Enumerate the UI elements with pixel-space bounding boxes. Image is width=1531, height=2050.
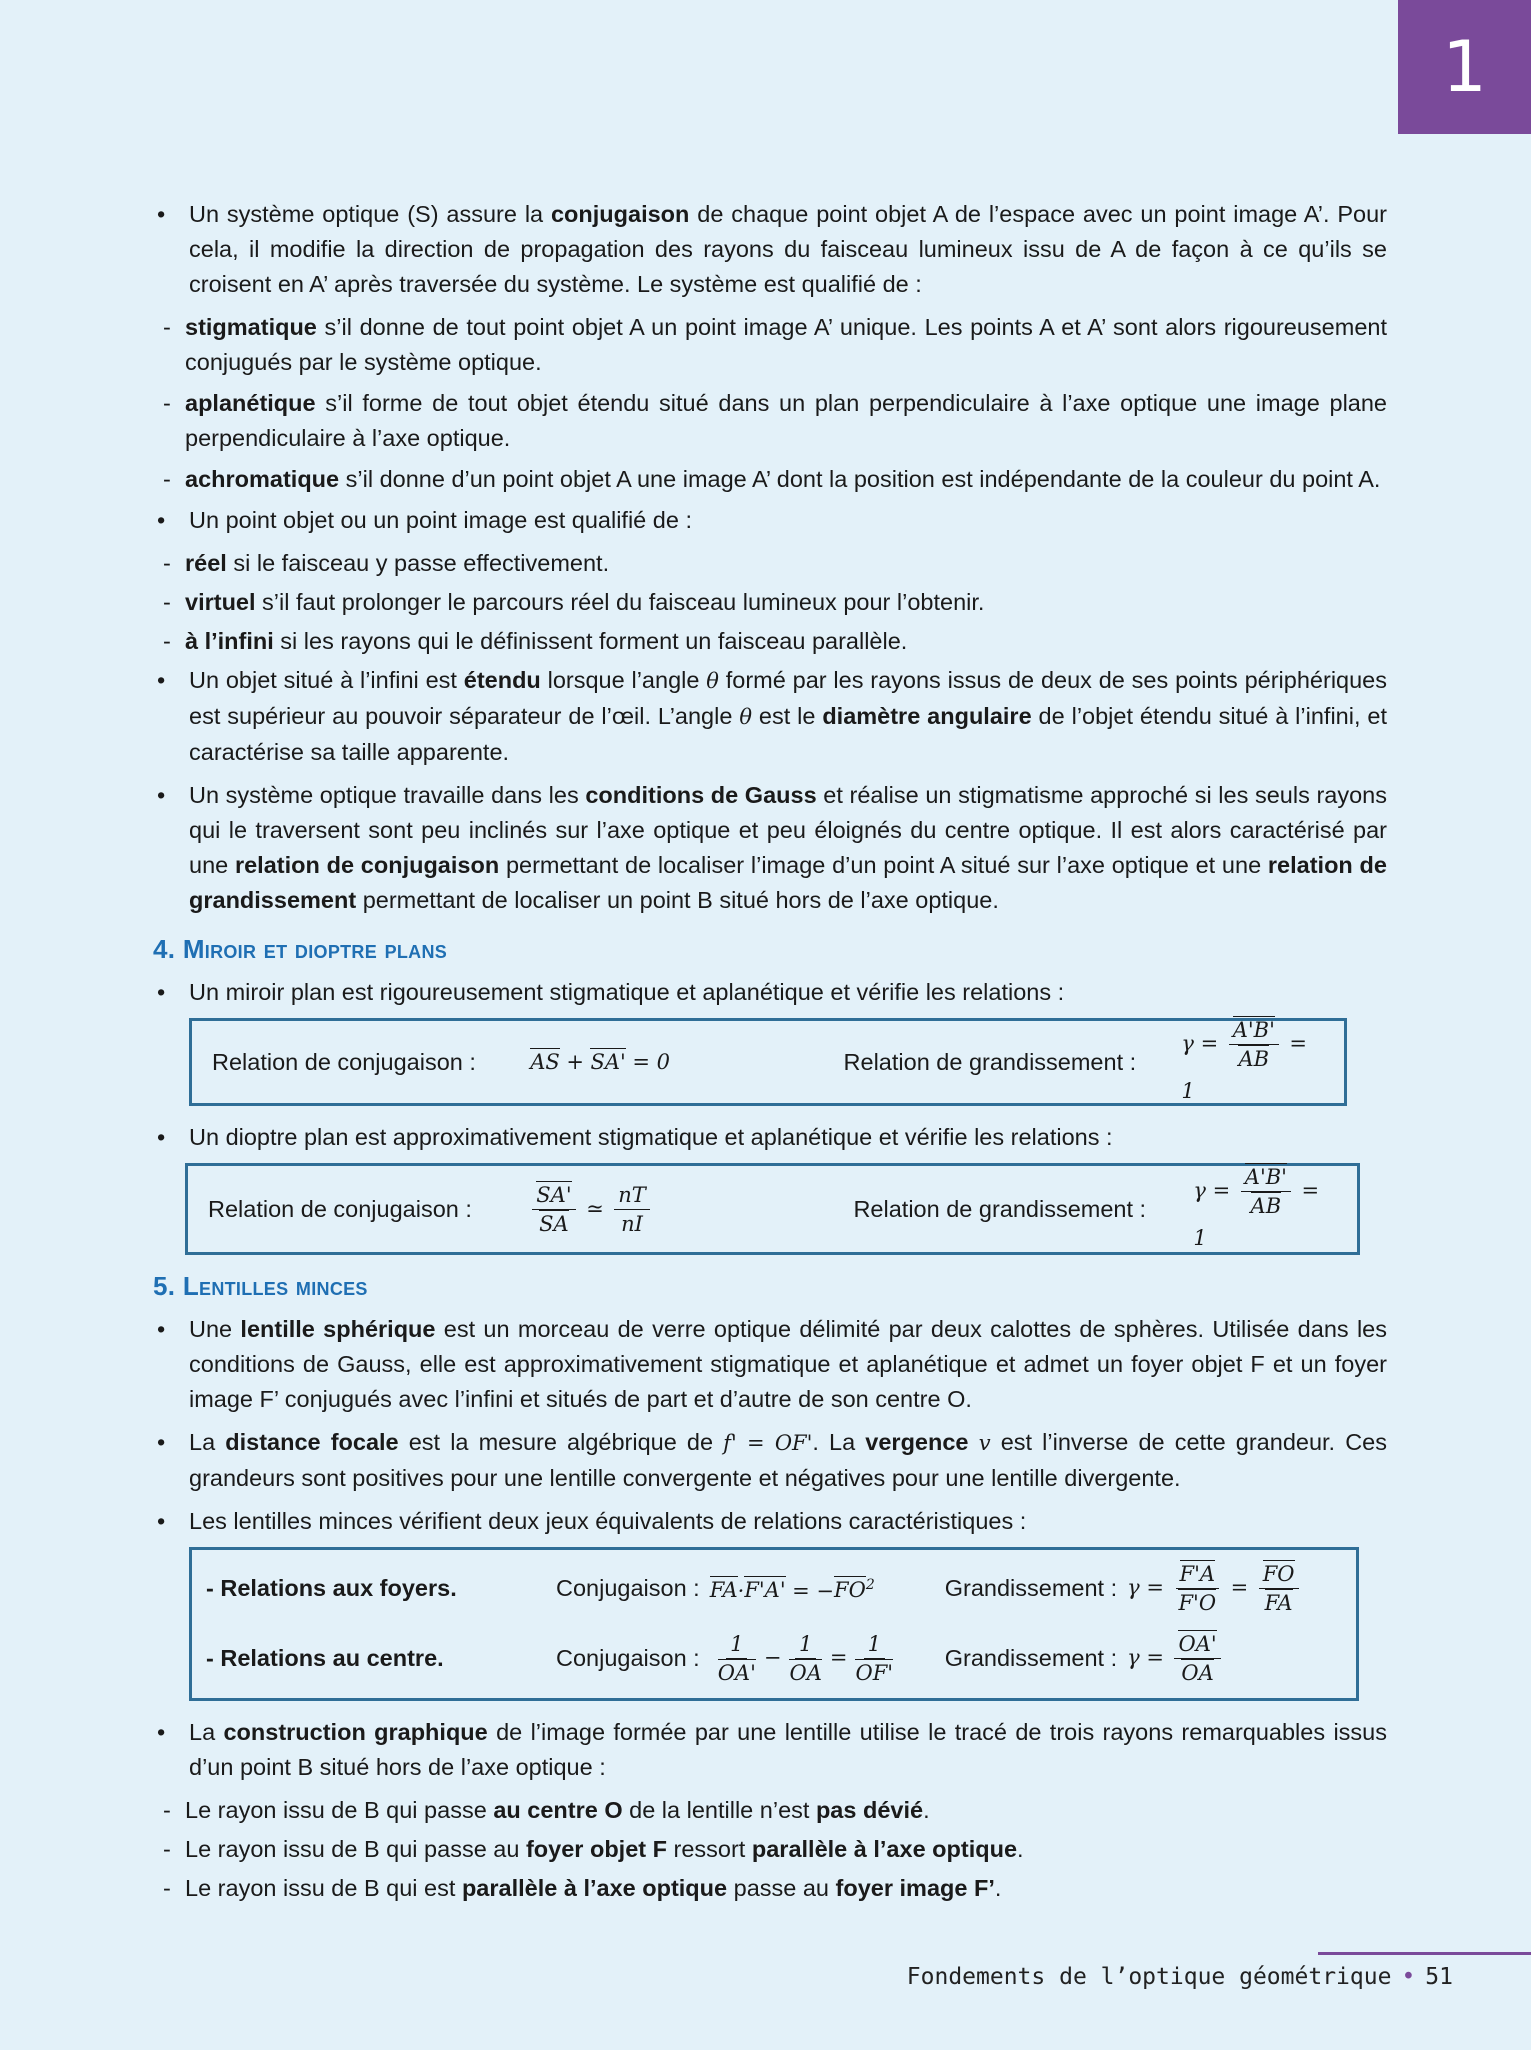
num: OA': [1178, 1631, 1217, 1656]
term: achromatique: [185, 466, 340, 492]
term: réel: [185, 550, 227, 576]
text: Le rayon issu de B qui passe au: [185, 1836, 526, 1862]
bullet-point-qualifie: [155, 503, 1387, 538]
term: lentille sphérique: [240, 1316, 436, 1342]
text: Un point objet ou un point image est qualifié de :: [189, 507, 692, 533]
op: = 0: [632, 1050, 670, 1074]
text: .: [1017, 1836, 1024, 1862]
den: AB: [1238, 1046, 1270, 1071]
text: de la lentille n’est: [622, 1797, 816, 1823]
sub-achromatique: [155, 462, 1387, 497]
term: foyer image F’: [835, 1875, 995, 1901]
conj-label: Relation de conjugaison :: [212, 1048, 476, 1075]
op: +: [566, 1050, 584, 1074]
op: ·: [737, 1578, 745, 1603]
text: s’il donne de tout point objet A un point image A’ unique. Les points A et A’ sont alors rigoureusement conjugués par le système optique.: [185, 314, 1387, 375]
mirror-conj-formula: [530, 1044, 843, 1080]
text: est un morceau de verre optique délimité par deux calottes de sphères. Utilisée dans les conditions de Gauss, elle est approximativement stigmatique et aplanétique et admet un foyer objet F et un foyer image F’ conjugués avec l’infini et situés de part et d’autre de son centre O.: [189, 1316, 1387, 1412]
den: OA: [789, 1660, 822, 1685]
text: Une: [189, 1316, 241, 1342]
sub-infini: [155, 624, 1387, 659]
op: =: [829, 1645, 848, 1670]
term: diamètre angulaire: [822, 703, 1032, 729]
text: passe au: [727, 1875, 836, 1901]
text: Un système optique travaille dans les: [189, 782, 586, 808]
op: = 1: [1193, 1178, 1320, 1250]
fraction: [1174, 1630, 1220, 1687]
centre-grand-formula: [1127, 1630, 1225, 1687]
fraction: [1174, 1560, 1220, 1617]
footer-rule: [1318, 1952, 1531, 1955]
text: permettant de localiser un point B situé hors de l’axe optique.: [356, 887, 999, 913]
centre-label: - Relations au centre.: [206, 1644, 444, 1671]
sub-rayon-parallele: [155, 1871, 1387, 1906]
centre-conj-formula: [710, 1630, 945, 1687]
text: est le: [751, 703, 823, 729]
fraction: [1259, 1560, 1299, 1617]
exponent: 2: [865, 1576, 875, 1593]
text: .: [994, 1875, 1002, 1901]
op: ≃: [586, 1196, 604, 1221]
term: FO: [834, 1578, 866, 1603]
op: γ =: [1193, 1178, 1231, 1203]
bullet-distance-focale: [155, 1425, 1387, 1496]
term: vergence: [865, 1429, 969, 1455]
den: OA': [717, 1660, 756, 1685]
text: Le rayon issu de B qui passe: [185, 1797, 494, 1823]
focal-formula: f' = OF': [723, 1431, 813, 1455]
op: γ =: [1127, 1645, 1164, 1670]
text: Un système optique (S) assure la: [189, 201, 551, 227]
fraction: [1229, 1016, 1279, 1073]
term: foyer objet F: [525, 1836, 667, 1862]
text: et réalise un stigmatisme approché si les seuls rayons qui le traversent sont peu inclinés sur l’axe optique et peu éloignés du centre optique. Il est alors caractérisé par une: [189, 782, 1387, 878]
op: −: [763, 1645, 782, 1670]
text: s’il donne d’un point objet A une image A’ dont la position est indépendante de la couleur du point A.: [339, 466, 1381, 492]
bullet-lentille-spherique: [155, 1312, 1387, 1417]
term: relation de grandissement: [189, 852, 1387, 913]
dioptre-formula-box: [185, 1163, 1360, 1255]
num: A'B': [1232, 1017, 1275, 1042]
op: γ =: [1181, 1031, 1219, 1056]
theta-symbol: θ: [739, 705, 752, 729]
dioptre-conj-formula: [528, 1181, 853, 1238]
bullet-dioptre: [155, 1120, 1387, 1155]
op: = 1: [1181, 1031, 1307, 1103]
num: 1: [864, 1630, 885, 1659]
term: étendu: [463, 667, 541, 693]
num: SA': [536, 1182, 572, 1207]
sub-rayon-centre: [155, 1793, 1387, 1828]
op: =: [1230, 1575, 1249, 1600]
text: Le rayon issu de B qui est: [185, 1875, 462, 1901]
term: stigmatique: [185, 314, 317, 340]
op: γ =: [1127, 1575, 1164, 1600]
num: nT: [614, 1181, 650, 1210]
text: .: [923, 1797, 930, 1823]
text: est l’inverse de cette grandeur. Ces grandeurs sont positives pour une lentille convergente et négatives pour une lentille divergente.: [189, 1429, 1387, 1491]
term: parallèle à l’axe optique: [751, 1836, 1018, 1862]
term: F'A': [744, 1578, 786, 1603]
bullet-conjugaison: [155, 197, 1387, 302]
term: parallèle à l’axe optique: [461, 1875, 728, 1901]
term: distance focale: [225, 1429, 399, 1455]
mirror-formula-box: [189, 1018, 1347, 1106]
section-4-heading: [153, 932, 1387, 967]
foyers-grand-formula: [1127, 1560, 1302, 1617]
text: s’il forme de tout objet étendu situé dans un plan perpendiculaire à l’axe optique une image plane perpendiculaire à l’axe optique.: [185, 390, 1387, 451]
foyers-label: - Relations aux foyers.: [206, 1574, 457, 1601]
text: est la mesure algébrique de: [398, 1429, 724, 1455]
sub-virtuel: [155, 585, 1387, 620]
sub-stigmatique: [155, 310, 1387, 380]
den: AB: [1250, 1193, 1282, 1218]
foyers-conj-formula: [710, 1568, 945, 1609]
section-title: Miroir et dioptre plans: [182, 934, 448, 964]
text: si les rayons qui le définissent forment un faisceau parallèle.: [273, 628, 908, 654]
footer-title: Fondements de l’optique géométrique: [906, 1964, 1392, 1990]
page-content: [155, 197, 1387, 1910]
chapter-number: 1: [1442, 26, 1487, 108]
section-number: 5.: [153, 1271, 176, 1301]
term: SA': [590, 1050, 626, 1074]
bullet-construction: [155, 1715, 1387, 1785]
bullet-gauss: [155, 778, 1387, 918]
section-number: 4.: [153, 934, 176, 964]
bullet-miroir: [155, 975, 1387, 1010]
page-number: 51: [1425, 1964, 1453, 1990]
text: si le faisceau y passe effectivement.: [226, 550, 610, 576]
op: = −: [792, 1578, 835, 1603]
text: La: [189, 1429, 226, 1455]
conj-label: Relation de conjugaison :: [208, 1195, 472, 1222]
conj-word: Conjugaison :: [556, 1574, 700, 1601]
term: au centre O: [493, 1797, 623, 1823]
term: construction graphique: [223, 1719, 488, 1745]
mirror-grand-formula: [1181, 1016, 1324, 1109]
num: F'A: [1179, 1561, 1216, 1586]
grand-label: Relation de grandissement :: [853, 1195, 1147, 1222]
term-conjugaison: conjugaison: [550, 201, 690, 227]
num: 1: [795, 1630, 816, 1659]
text: permettant de localiser l’image d’un point A situé sur l’axe optique et une: [499, 852, 1268, 878]
den: SA: [539, 1211, 569, 1236]
fraction: [1241, 1163, 1291, 1220]
text: Les lentilles minces vérifient deux jeux équivalents de relations caractéristiques :: [189, 1508, 1027, 1534]
grand-word: Grandissement :: [944, 1574, 1118, 1601]
term: AS: [530, 1050, 560, 1074]
num: A'B': [1244, 1164, 1287, 1189]
term: conditions de Gauss: [585, 782, 817, 808]
term: FA: [709, 1578, 738, 1603]
sub-rayon-foyer-objet: [155, 1832, 1387, 1867]
chapter-number-tab: [1398, 0, 1531, 134]
text: formé par les rayons issus de deux de ses points périphériques est supérieur au pouvoir séparateur de l’œil. L’angle: [189, 667, 1387, 729]
text: de l’objet étendu situé à l’infini, et caractérise sa taille apparente.: [189, 703, 1387, 765]
page-footer: [907, 1964, 1453, 1990]
term: pas dévié: [815, 1797, 924, 1823]
term: à l’infini: [185, 628, 274, 654]
den: F'O: [1178, 1590, 1217, 1615]
num: 1: [726, 1630, 747, 1659]
footer-dot: •: [1401, 1964, 1416, 1990]
text: s’il faut prolonger le parcours réel du faisceau lumineux pour l’obtenir.: [255, 589, 985, 615]
lens-formula-box: [189, 1547, 1359, 1701]
sub-aplanetique: [155, 386, 1387, 456]
theta-symbol: θ: [706, 669, 719, 693]
den: OA: [1181, 1660, 1214, 1685]
grand-label: Relation de grandissement :: [843, 1048, 1137, 1075]
text: La: [189, 1719, 224, 1745]
section-title: Lentilles minces: [182, 1271, 368, 1301]
text: ressort: [666, 1836, 752, 1862]
term: aplanétique: [185, 390, 316, 416]
bullet-jeux-relations: [155, 1504, 1387, 1539]
fraction: [851, 1630, 897, 1687]
text: de chaque point objet A de l’espace avec un point image A’. Pour cela, il modifie la direction de propagation des rayons du faisceau lumineux issu de A de façon à ce qu’ils se croisent en A’ après traversée du système. Le système est qualifié de :: [189, 201, 1387, 297]
den: OF': [855, 1660, 894, 1685]
term: virtuel: [185, 589, 256, 615]
text: de l’image formée par une lentille utilise le tracé de trois rayons remarquables issus d’un point B situé hors de l’axe optique :: [189, 1719, 1387, 1780]
num: FO: [1262, 1561, 1295, 1586]
text: . La: [812, 1429, 866, 1455]
grand-word: Grandissement :: [944, 1644, 1118, 1671]
dioptre-grand-formula: [1193, 1163, 1337, 1256]
sub-reel: [155, 546, 1387, 581]
term: relation de conjugaison: [234, 852, 500, 878]
text: Un objet situé à l’infini est: [189, 667, 464, 693]
section-5-heading: [153, 1269, 1387, 1304]
bullet-objet-infini: [155, 663, 1387, 770]
fraction: [785, 1630, 825, 1687]
text: lorsque l’angle: [540, 667, 707, 693]
fraction: [714, 1630, 760, 1687]
text: Un miroir plan est rigoureusement stigmatique et aplanétique et vérifie les relations :: [189, 979, 1065, 1005]
text: Un dioptre plan est approximativement stigmatique et aplanétique et vérifie les relations :: [189, 1124, 1113, 1150]
symbol: v: [968, 1431, 991, 1455]
fraction: [532, 1181, 575, 1238]
den: FA: [1264, 1590, 1293, 1615]
fraction: [614, 1181, 650, 1238]
conj-word: Conjugaison :: [556, 1644, 700, 1671]
den: nI: [621, 1211, 643, 1236]
